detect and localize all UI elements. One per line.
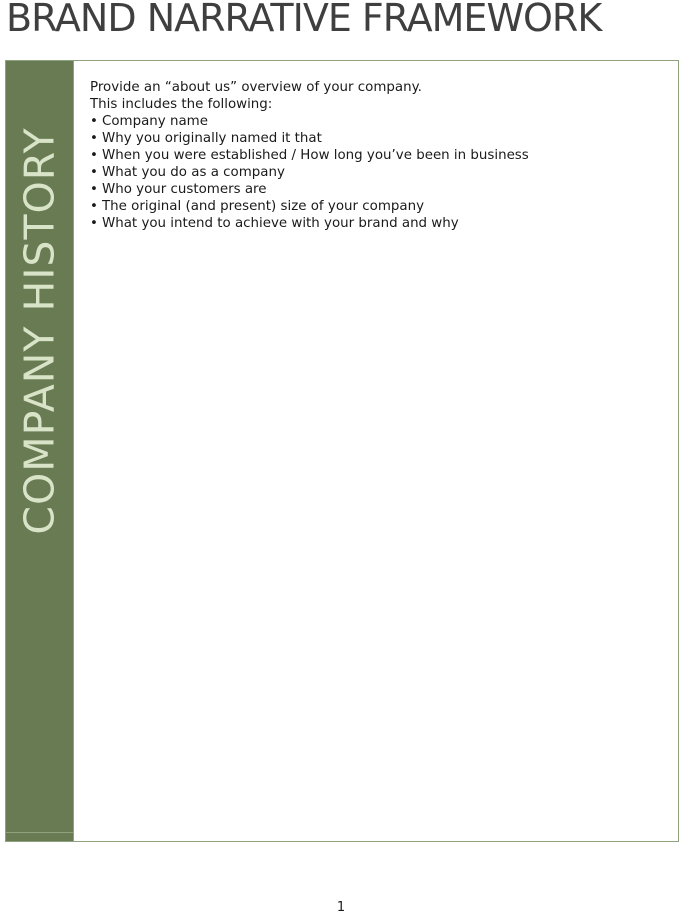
document-title: BRAND NARRATIVE FRAMEWORK: [6, 0, 602, 40]
list-item-text: When you were established / How long you’ve been in business: [102, 148, 529, 163]
bullet-icon: •: [90, 182, 98, 197]
bullet-icon: •: [90, 148, 98, 163]
bullet-icon: •: [90, 114, 98, 129]
list-item-text: What you intend to achieve with your brand and why: [102, 216, 459, 231]
list-item: [90, 215, 668, 232]
side-band-divider: [6, 832, 73, 833]
list-item: [90, 198, 668, 215]
section-content[interactable]: [90, 79, 668, 232]
list-item-text: Why you originally named it that: [102, 131, 322, 146]
page-number: 1: [336, 900, 346, 915]
list-item-text: Who your customers are: [102, 182, 267, 197]
bullet-icon: •: [90, 199, 98, 214]
requirements-list: [90, 113, 668, 232]
intro-line-1: Provide an “about us” overview of your company.: [90, 80, 422, 95]
bullet-icon: •: [90, 131, 98, 146]
intro-line-2: This includes the following:: [90, 97, 273, 112]
list-item: [90, 164, 668, 181]
company-history-section: [5, 60, 679, 842]
bullet-icon: •: [90, 216, 98, 231]
section-side-band: [6, 61, 74, 841]
list-item: [90, 113, 668, 130]
list-item-text: Company name: [102, 114, 208, 129]
list-item: [90, 147, 668, 164]
list-item: [90, 181, 668, 198]
bullet-icon: •: [90, 165, 98, 180]
section-label: COMPANY HISTORY: [15, 127, 64, 535]
list-item: [90, 130, 668, 147]
list-item-text: What you do as a company: [102, 165, 285, 180]
list-item-text: The original (and present) size of your company: [102, 199, 424, 214]
